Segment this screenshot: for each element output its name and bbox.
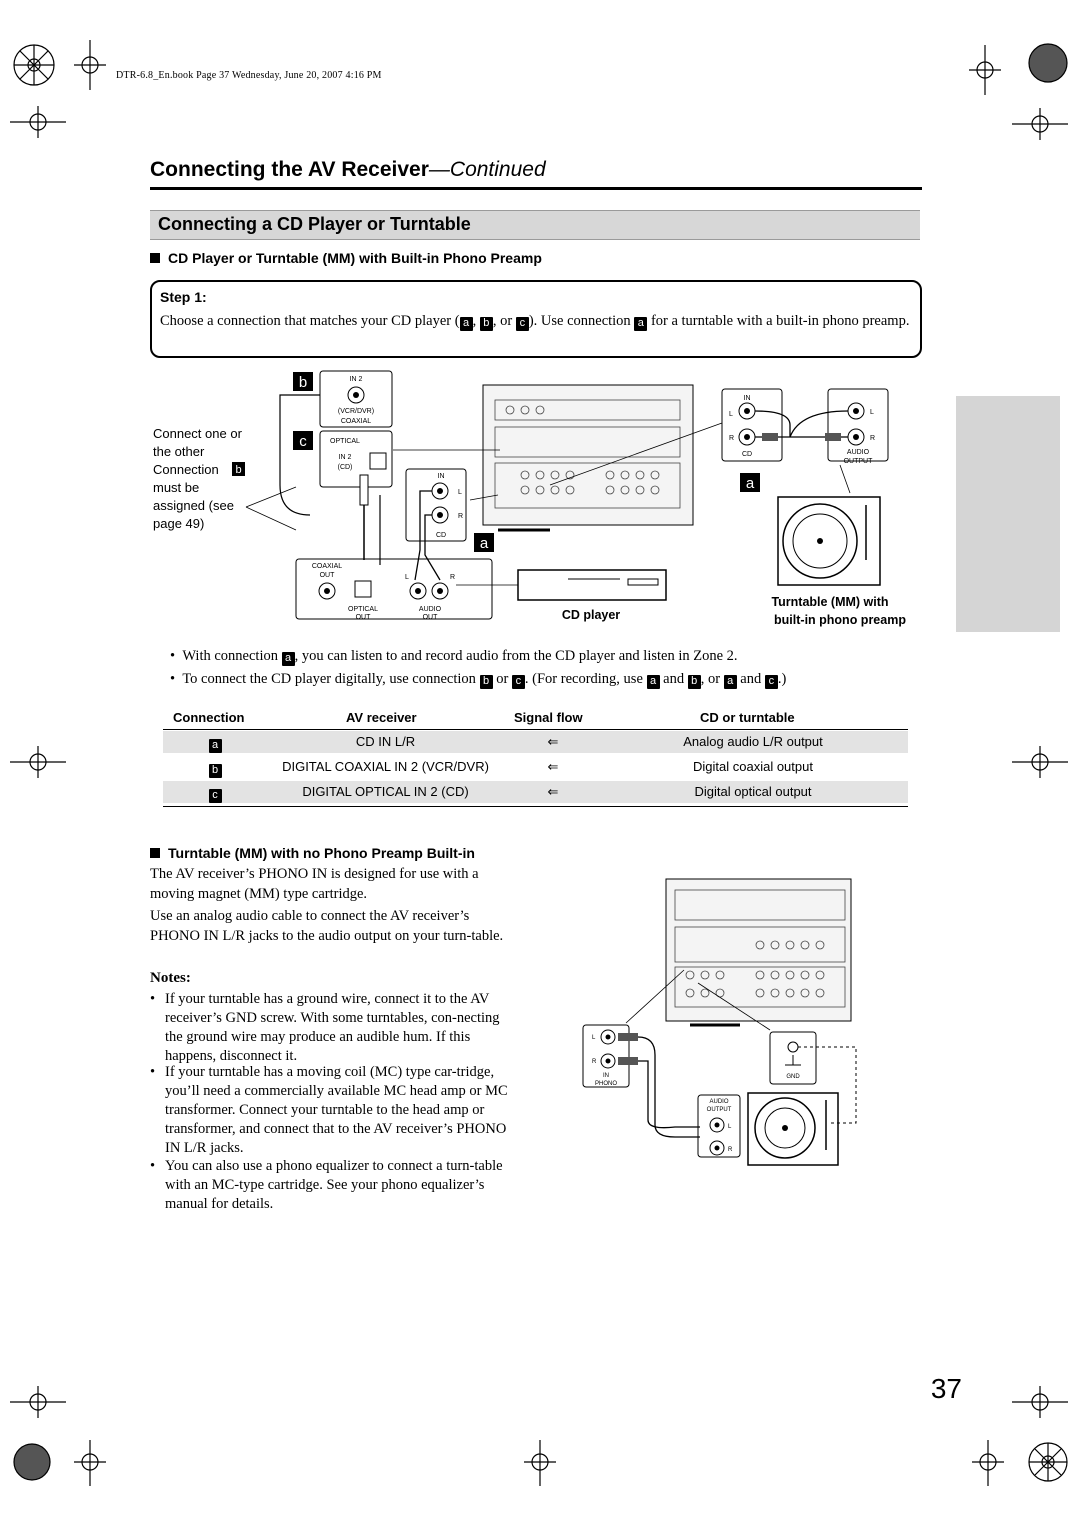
bullet-1: • With connection a , you can listen to and record audio from the CD player and listen in Zone 2. [170, 648, 738, 664]
note-line: assigned (see [153, 498, 234, 513]
svg-text:GND: GND [786, 1074, 800, 1080]
svg-text:CD: CD [741, 451, 753, 458]
page-number: 37 [930, 1373, 962, 1404]
svg-text:L: L [728, 1124, 732, 1130]
svg-text:R: R [592, 1059, 597, 1065]
note-item: • If your turntable has a ground wire, connect it to the AV receiver’s GND screw. With some turntables, con-necting the ground wire may produce an audible hum. If this happens, disconnect it. [150, 991, 500, 1064]
table-row: a CD IN L/R ⇐ Analog audio L/R output [163, 731, 908, 753]
svg-text:L: L [870, 409, 874, 416]
svg-text:OPTICAL: OPTICAL [330, 438, 360, 445]
title-rule [150, 187, 922, 190]
table-header-flow: Signal flow [514, 710, 583, 725]
svg-text:(VCR/DVR): (VCR/DVR) [337, 408, 375, 415]
svg-text:L: L [405, 574, 409, 581]
svg-text:L: L [592, 1035, 596, 1041]
svg-text:OUT: OUT [422, 614, 438, 621]
svg-text:IN: IN [603, 1073, 609, 1079]
subsection-heading-2: Turntable (MM) with no Phono Preamp Built-in [150, 845, 475, 861]
turntable-caption: built-in phono preamp [774, 613, 906, 627]
section-header: Connecting a CD Player or Turntable [150, 210, 920, 240]
svg-text:IN: IN [743, 395, 751, 402]
svg-text:COAXIAL: COAXIAL [311, 563, 343, 570]
table-row: c DIGITAL OPTICAL IN 2 (CD) ⇐ Digital optical output [163, 781, 908, 803]
svg-text:L: L [729, 411, 733, 418]
step-text: Choose a connection that matches your CD player ( a , b , or c ). Use connection a for a turntable with a built-in phono preamp. [160, 313, 910, 329]
svg-text:R: R [870, 435, 876, 442]
svg-text:OUTPUT: OUTPUT [706, 1107, 732, 1113]
table-header-device: CD or turntable [700, 710, 795, 725]
table-row: b DIGITAL COAXIAL IN 2 (VCR/DVR) ⇐ Digital coaxial output [163, 756, 908, 778]
table-header-connection: Connection [173, 710, 245, 725]
table-rule [163, 729, 908, 730]
note-line: Connect one or [153, 426, 242, 441]
note-item: • If your turntable has a moving coil (MC) type car-tridge, you’ll need a commercially available MC head amp or MC transformer. Connect your turntable to the head amp or transformer, and connect that to the AV receiver’s PHONO IN L/R jacks. [150, 1064, 508, 1156]
svg-text:R: R [450, 574, 456, 581]
subsection-heading-1: CD Player or Turntable (MM) with Built-in Phono Preamp [150, 250, 542, 266]
svg-text:R: R [728, 1147, 733, 1153]
step-label: Step 1: [160, 289, 207, 305]
svg-text:IN 2: IN 2 [349, 376, 363, 383]
page-title: Connecting the AV Receiver—Continued [150, 158, 546, 181]
side-tab [956, 396, 1060, 632]
svg-text:AUDIO: AUDIO [709, 1099, 729, 1105]
svg-text:AUDIO: AUDIO [846, 449, 870, 456]
svg-text:IN 2: IN 2 [338, 454, 352, 461]
svg-text:(CD): (CD) [337, 464, 353, 471]
table-rule [163, 806, 908, 807]
note-line: the other [153, 444, 205, 459]
book-info-line: DTR-6.8_En.book Page 37 Wednesday, June 20, 2007 4:16 PM [116, 70, 382, 81]
svg-text:OUT: OUT [319, 572, 335, 579]
svg-text:OUTPUT: OUTPUT [843, 458, 873, 465]
svg-text:a: a [745, 475, 755, 492]
note-item: • You can also use a phono equalizer to connect a turn-table with an MC-type cartridge. See your phono equalizer’s manual for details. [150, 1158, 503, 1212]
svg-text:OUT: OUT [355, 614, 371, 621]
svg-text:COAXIAL: COAXIAL [340, 418, 372, 425]
table-header-receiver: AV receiver [346, 710, 417, 725]
svg-text:AUDIO: AUDIO [418, 606, 442, 613]
phono-connection-diagram [580, 875, 860, 1175]
note-line: Connection [153, 462, 219, 477]
note-line: page 49) [153, 516, 205, 531]
svg-text:a: a [479, 535, 489, 552]
svg-text:IN: IN [437, 473, 445, 480]
cd-player-caption: CD player [561, 608, 621, 622]
svg-text:L: L [458, 489, 462, 496]
svg-text:R: R [729, 435, 735, 442]
svg-text:CD: CD [435, 532, 447, 539]
paragraph: The AV receiver’s PHONO IN is designed for use with a moving magnet (MM) type cartridge. [150, 866, 479, 902]
cd-turntable-connection-diagram [150, 365, 920, 640]
svg-text:PHONO: PHONO [594, 1081, 618, 1087]
turntable-caption: Turntable (MM) with [771, 595, 889, 609]
svg-text:b: b [298, 374, 308, 391]
bullet-2: • To connect the CD player digitally, use connection b or c . (For recording, use a and b , or a and c .) [170, 671, 787, 687]
svg-text:OPTICAL: OPTICAL [348, 606, 378, 613]
note-line: must be [153, 480, 200, 495]
svg-text:b: b [235, 464, 242, 476]
svg-text:R: R [458, 513, 464, 520]
notes-title: Notes: [150, 970, 191, 986]
svg-text:c: c [299, 433, 307, 450]
paragraph: Use an analog audio cable to connect the AV receiver’s PHONO IN L/R jacks to the audio output on your turn-table. [150, 908, 504, 944]
